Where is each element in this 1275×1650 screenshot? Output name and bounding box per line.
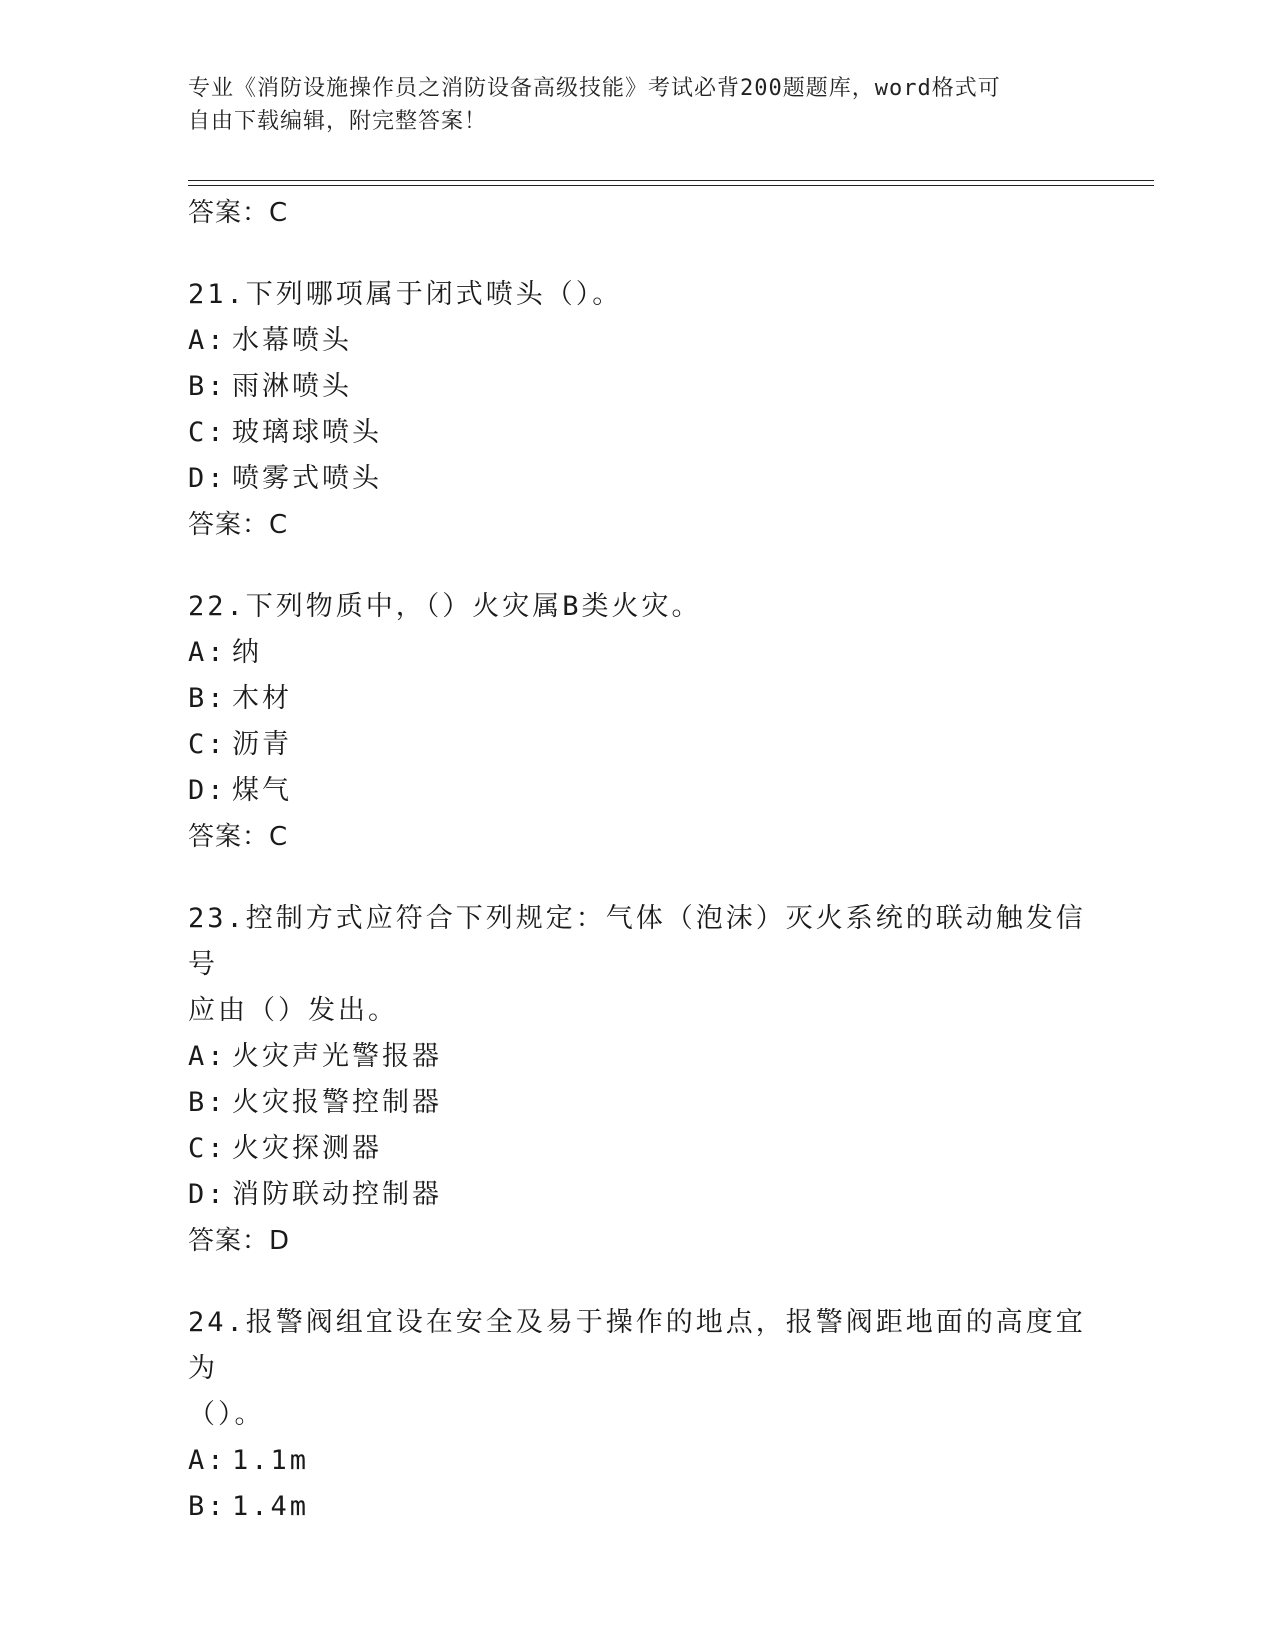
option-letter: C: [188,729,227,760]
option-text: 火灾探测器 [232,1133,382,1164]
option-text: 水幕喷头 [232,325,352,356]
option-letter: D: [188,775,227,806]
option-text: 雨淋喷头 [232,371,352,402]
header-rule-top [188,180,1154,181]
option-letter: A: [188,637,227,668]
option-b [188,1484,1088,1530]
option-letter: B: [188,1491,227,1522]
option-text: 1.4m [232,1491,310,1522]
option-a [188,318,1088,364]
question-21 [188,272,1088,548]
option-text: 沥青 [232,729,292,760]
question-stem-line-1: 23.控制方式应符合下列规定：气体（泡沫）灭火系统的联动触发信号 [188,903,1086,980]
option-a [188,1034,1088,1080]
question-stem: 22.下列物质中，（）火灾属B类火灾。 [188,591,702,622]
question-22 [188,584,1088,860]
option-d [188,1172,1088,1218]
option-text: 火灾报警控制器 [232,1087,442,1118]
option-letter: B: [188,683,227,714]
option-letter: C: [188,1133,227,1164]
question-stem-line-1: 24.报警阀组宜设在安全及易于操作的地点，报警阀距地面的高度宜为 [188,1307,1086,1384]
option-b [188,1080,1088,1126]
option-c [188,722,1088,768]
document-header [188,72,1068,138]
option-text: 消防联动控制器 [232,1179,442,1210]
option-b [188,676,1088,722]
answer-line: 答案：C [188,198,289,228]
header-rule-bottom [188,185,1154,186]
option-letter: B: [188,371,227,402]
option-text: 火灾声光警报器 [232,1041,442,1072]
question-stem-line-2: 应由（）发出。 [188,995,398,1026]
option-letter: D: [188,1179,227,1210]
header-line-2: 自由下载编辑，附完整答案！ [188,109,488,134]
option-text: 煤气 [232,775,292,806]
option-text: 喷雾式喷头 [232,463,382,494]
option-letter: D: [188,463,227,494]
option-c [188,1126,1088,1172]
answer-line: 答案：D [188,1226,291,1256]
option-a [188,1438,1088,1484]
option-text: 木材 [232,683,292,714]
option-letter: A: [188,1041,227,1072]
option-c [188,410,1088,456]
option-letter: C: [188,417,227,448]
question-list [188,190,1088,1530]
option-letter: B: [188,1087,227,1118]
question-stem-line-2: （）。 [188,1399,265,1430]
question-24 [188,1300,1088,1530]
option-a [188,630,1088,676]
answer-line: 答案：C [188,822,289,852]
answer-line: 答案：C [188,510,289,540]
option-b [188,364,1088,410]
option-text: 纳 [232,637,262,668]
option-text: 1.1m [232,1445,310,1476]
option-text: 玻璃球喷头 [232,417,382,448]
option-d [188,768,1088,814]
option-letter: A: [188,1445,227,1476]
option-letter: A: [188,325,227,356]
option-d [188,456,1088,502]
question-23 [188,896,1088,1264]
header-line-1: 专业《消防设施操作员之消防设备高级技能》考试必背200题题库，word格式可 [188,76,1001,101]
question-stem: 21.下列哪项属于闭式喷头（）。 [188,279,623,310]
